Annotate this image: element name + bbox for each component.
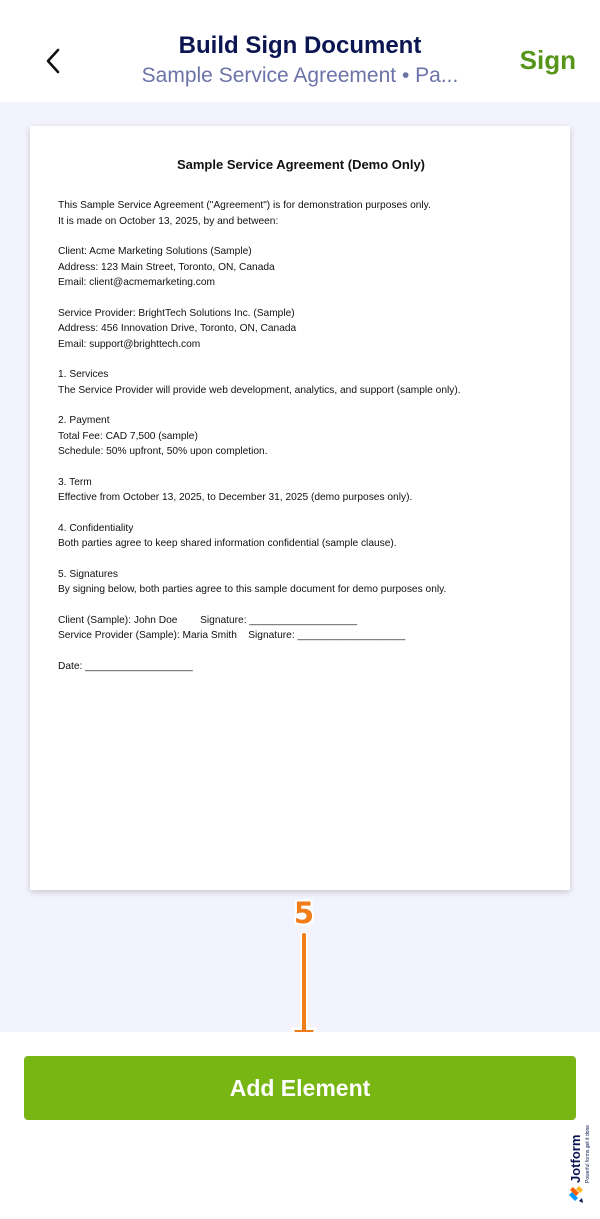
document-paragraph	[58, 413, 542, 460]
document-text-line: 5. Signatures	[58, 568, 119, 580]
document-text-line: Address: 456 Innovation Drive, Toronto, ON, Canada	[58, 323, 297, 334]
document-text-line: 1. Services	[58, 369, 109, 380]
document-paragraph	[58, 475, 542, 506]
document-text-line: It is made on October 13, 2025, by and between:	[58, 215, 279, 227]
document-text-line: Schedule: 50% upfront, 50% upon completion.	[58, 446, 268, 457]
jotform-logo-tagline: Powerful forms get it done	[585, 1124, 591, 1183]
document-paragraph	[58, 613, 542, 644]
document-body	[58, 198, 542, 674]
document-text-line: Both parties agree to keep shared information confidential (sample clause).	[58, 538, 397, 549]
document-text-line: 2. Payment	[58, 415, 110, 426]
document-paragraph	[58, 244, 542, 291]
document-text-line: Client: Acme Marketing Solutions (Sample)	[58, 246, 252, 257]
document-canvas	[0, 102, 600, 1032]
jotform-logo-icon	[568, 1124, 597, 1206]
document-subtitle: Sample Service Agreement • Pa...	[141, 64, 459, 87]
document-text-line: The Service Provider will provide web development, analytics, and support (sample only).	[58, 384, 461, 396]
document-text-line: Address: 123 Main Street, Toronto, ON, Canada	[58, 261, 275, 273]
document-paragraph	[58, 659, 542, 675]
document-page[interactable]	[30, 126, 570, 890]
document-paragraph	[58, 521, 542, 552]
bottom-action-bar	[0, 1032, 600, 1219]
document-paragraph	[58, 306, 542, 353]
document-text-line: Service Provider (Sample): Maria Smith Signature: ___________________	[58, 630, 406, 641]
document-text-line: Email: support@brighttech.com	[58, 338, 201, 350]
top-navigation-bar	[0, 0, 600, 102]
sign-button[interactable]: Sign	[519, 45, 576, 75]
step-number-badge: 5	[293, 896, 315, 930]
document-text-line: Email: client@acmemarketing.com	[58, 277, 215, 288]
document-text-line: 4. Confidentiality	[58, 522, 134, 534]
document-text-line: Total Fee: CAD 7,500 (sample)	[58, 430, 198, 442]
document-text-line: Service Provider: BrightTech Solutions Inc. (Sample)	[58, 307, 295, 319]
document-paragraph	[58, 567, 542, 598]
document-title: Sample Service Agreement (Demo Only)	[176, 157, 426, 172]
document-text-line: This Sample Service Agreement ("Agreement") is for demonstration purposes only.	[58, 200, 431, 211]
page-title: Build Sign Document	[178, 32, 422, 59]
document-text-line: 3. Term	[58, 476, 92, 488]
document-text-line: Client (Sample): John Doe Signature: ___________________	[58, 614, 358, 626]
document-text-line: By signing below, both parties agree to this sample document for demo purposes only.	[58, 584, 447, 595]
document-text-line: Effective from October 13, 2025, to December 31, 2025 (demo purposes only).	[58, 492, 413, 503]
add-element-button[interactable]: Add Element	[24, 1056, 576, 1120]
jotform-logo-wordmark: Jotform	[568, 1134, 583, 1183]
document-paragraph	[58, 367, 542, 398]
document-paragraph	[58, 198, 542, 229]
document-text-line: Date: ___________________	[58, 660, 193, 672]
